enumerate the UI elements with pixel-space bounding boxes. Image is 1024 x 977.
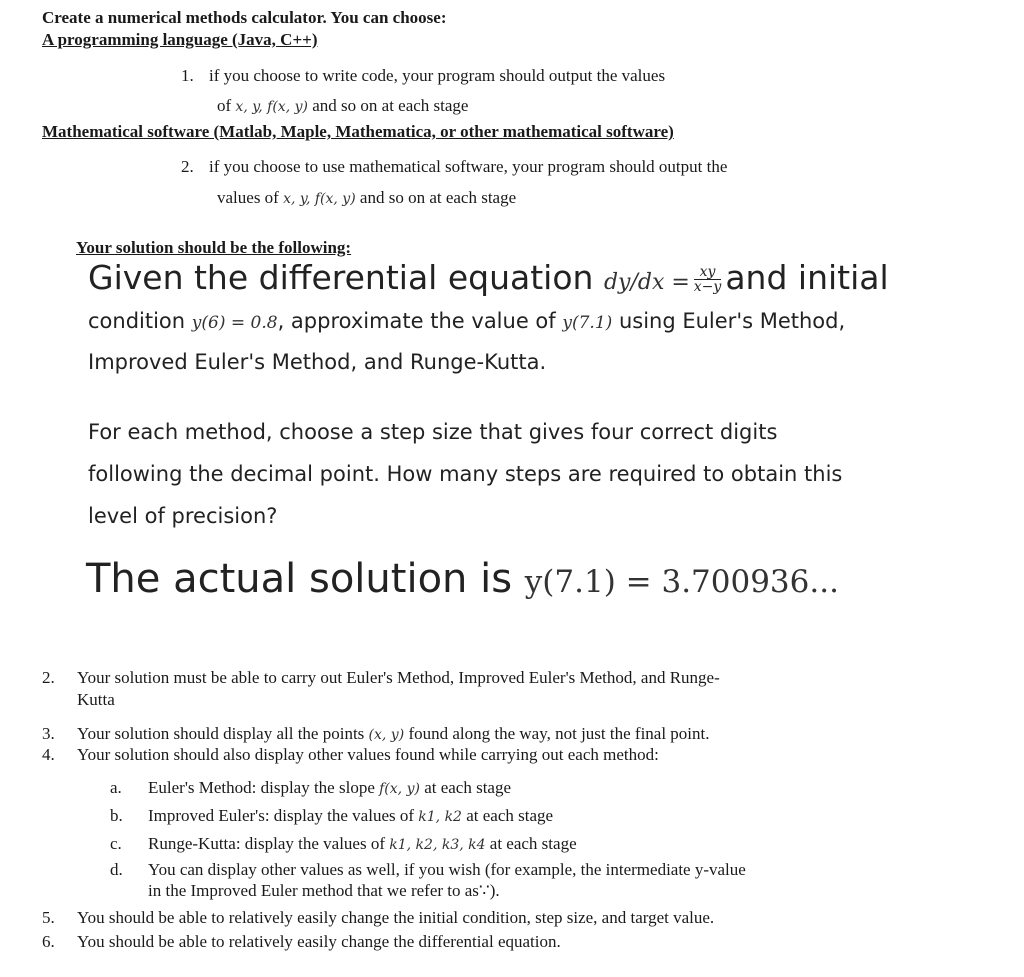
actual-solution-value: y(7.1) = 3.700936...: [524, 564, 839, 600]
item-2-line1: if you choose to use mathematical software, your program should output the: [209, 157, 728, 176]
given-line: [88, 258, 889, 297]
target-expression: y(7.1): [562, 313, 613, 333]
requirement-4d: [110, 860, 746, 880]
requirement-4a-label: a.: [110, 778, 122, 797]
requirement-4d-line2: in the Improved Euler method that we refer to as∵).: [148, 881, 500, 900]
requirement-2-number: 2.: [42, 668, 55, 687]
item-1-number: 1.: [181, 66, 194, 85]
precision-line-3: level of precision?: [88, 504, 278, 528]
requirement-4: [42, 745, 659, 765]
requirement-3: [42, 724, 710, 745]
fraction-numerator: xy: [694, 265, 722, 280]
requirement-4b: [110, 806, 553, 827]
item-2-number: 2.: [181, 157, 194, 176]
requirement-3-post: found along the way, not just the final point.: [408, 724, 710, 743]
and-initial-text: and initial: [725, 258, 889, 297]
requirement-5-text: You should be able to relatively easily change the initial condition, step size, and target value.: [77, 908, 715, 927]
requirement-4-number: 4.: [42, 745, 55, 764]
item-1-vars: x, y, f(x, y): [235, 99, 308, 115]
item-2-values-of: values of: [217, 188, 279, 207]
item-1-of: of: [217, 96, 232, 115]
requirement-4b-pre: Improved Euler's: display the values of: [148, 806, 415, 825]
item-2: [181, 157, 727, 177]
condition-text: condition: [88, 309, 186, 333]
requirement-2: [42, 668, 720, 688]
requirement-2-line2: Kutta: [77, 690, 115, 709]
requirement-4a-post: at each stage: [424, 778, 512, 797]
item-1-line1: if you choose to write code, your program should output the values: [209, 66, 666, 85]
requirement-4a-pre: Euler's Method: display the slope: [148, 778, 375, 797]
requirement-4-text: Your solution should also display other values found while carrying out each method:: [77, 745, 659, 764]
option-programming-language: A programming language (Java, C++): [42, 30, 318, 49]
item-2-vars: x, y, f(x, y): [283, 191, 356, 207]
fraction-denominator: x−y: [693, 279, 722, 295]
requirement-4c-vars: k1, k2, k3, k4: [389, 837, 486, 853]
item-1: [181, 66, 665, 86]
solution-heading: Your solution should be the following:: [76, 238, 352, 257]
equation-fraction: [694, 265, 722, 294]
item-1-tail: and so on at each stage: [312, 96, 469, 115]
actual-solution-prefix: The actual solution is: [86, 556, 513, 602]
requirement-6-text: You should be able to relatively easily change the differential equation.: [77, 932, 561, 951]
given-text: Given the differential equation: [88, 258, 594, 297]
requirement-4b-post: at each stage: [466, 806, 554, 825]
requirement-4b-vars: k1, k2: [418, 809, 462, 825]
precision-line-1: For each method, choose a step size that gives four correct digits: [88, 420, 778, 444]
requirement-4c-label: c.: [110, 834, 122, 853]
actual-solution-line: [86, 556, 839, 602]
requirement-6: [42, 932, 561, 952]
methods-line: Improved Euler's Method, and Runge-Kutta.: [88, 350, 547, 374]
approximate-text: , approximate the value of: [277, 309, 556, 333]
requirement-4c: [110, 834, 577, 855]
requirement-4c-pre: Runge-Kutta: display the values of: [148, 834, 386, 853]
doc-title: Create a numerical methods calculator. You can choose:: [42, 8, 447, 27]
item-2-tail: and so on at each stage: [359, 188, 517, 207]
requirement-4b-label: b.: [110, 806, 123, 825]
using-text: using Euler's Method,: [618, 309, 846, 333]
requirement-3-vars: (x, y): [368, 727, 405, 743]
initial-condition: y(6) = 0.8: [191, 313, 278, 333]
precision-line-2: following the decimal point. How many steps are required to obtain this: [88, 462, 843, 486]
item-1-line2: [217, 96, 468, 117]
requirement-5-number: 5.: [42, 908, 55, 927]
requirement-2-line1: Your solution must be able to carry out Euler's Method, Improved Euler's Method, and Runge-: [77, 668, 720, 687]
requirement-4c-post: at each stage: [489, 834, 577, 853]
option-math-software: Mathematical software (Matlab, Maple, Mathematica, or other mathematical software): [42, 122, 674, 141]
equation-lhs: dy/dx =: [603, 270, 690, 295]
item-2-line2: [217, 188, 516, 209]
requirement-3-pre: Your solution should display all the points: [77, 724, 365, 743]
requirement-4a: [110, 778, 511, 799]
requirement-4a-vars: f(x, y): [379, 781, 420, 797]
requirement-6-number: 6.: [42, 932, 55, 951]
condition-line: [88, 309, 845, 333]
requirement-3-number: 3.: [42, 724, 55, 743]
requirement-4d-label: d.: [110, 860, 123, 879]
requirement-4d-line1: You can display other values as well, if you wish (for example, the intermediate y-value: [148, 860, 746, 879]
requirement-5: [42, 908, 714, 928]
